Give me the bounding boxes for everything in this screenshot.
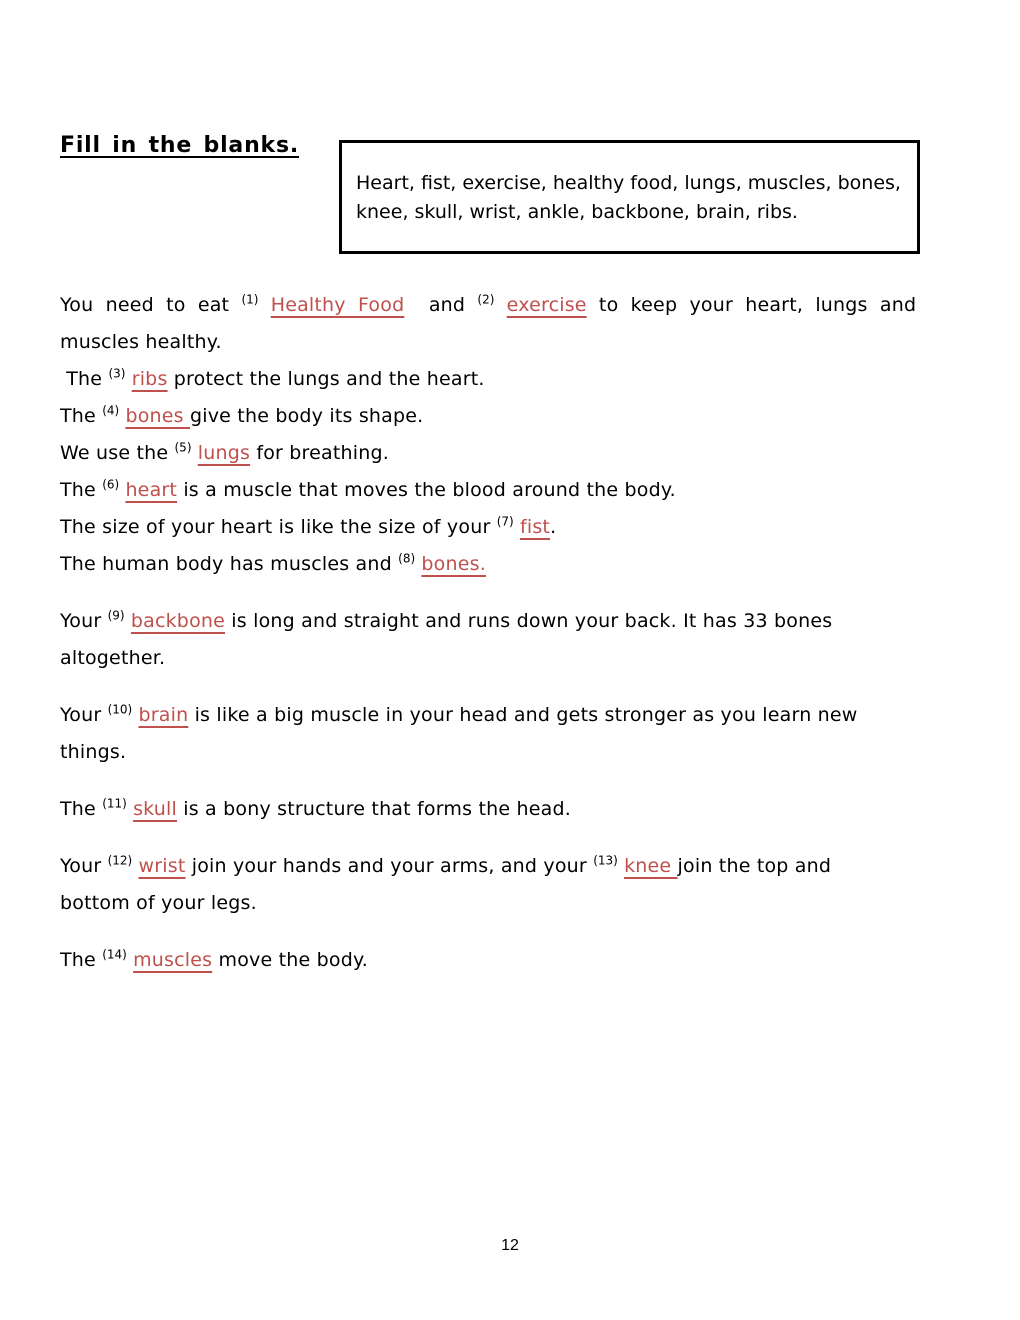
blank-number: (7) (496, 514, 514, 529)
blank-number: (13) (593, 853, 618, 868)
blank-number: (8) (398, 551, 416, 566)
answer-text: heart (125, 479, 178, 501)
answer-text: skull (133, 798, 177, 820)
sentence-text: is a bony structure that forms the head. (177, 798, 571, 820)
paragraph (60, 848, 960, 922)
sentence-text: The (60, 798, 103, 820)
blank-number: (3) (108, 366, 126, 381)
answer-text: wrist (138, 855, 186, 877)
sentence-text: altogether. (60, 647, 166, 669)
sentence-text (258, 294, 270, 316)
sentence-text: . (550, 516, 557, 538)
blank-number: (2) (477, 292, 495, 307)
sentence-text: for breathing. (250, 442, 389, 464)
sentence-text: join your hands and your arms, and your (185, 855, 594, 877)
sentence-text: The (60, 368, 109, 390)
sentence-text: Your (60, 855, 108, 877)
answer-text: ribs (131, 368, 168, 390)
page-number: 12 (501, 1237, 519, 1254)
sentence-text: things. (60, 741, 127, 763)
answer-text: bones. (421, 553, 486, 575)
sentence-text: protect the lungs and the heart. (167, 368, 485, 390)
answer-text: backbone (130, 610, 226, 632)
sentence-text: join the top and (677, 855, 832, 877)
answer-text: fist (519, 516, 551, 538)
paragraph (60, 546, 960, 583)
sentence-text: The (60, 405, 103, 427)
sentence-text: Your (60, 704, 108, 726)
paragraph (60, 361, 960, 398)
sentence-text: is like a big muscle in your head and gets stronger as you learn new (188, 704, 858, 726)
paragraph (60, 472, 960, 509)
blank-number: (10) (107, 702, 133, 717)
sentence-text: We use the (60, 442, 175, 464)
sentence-text: The human body has muscles and (60, 553, 399, 575)
sentence-text: You need to eat (60, 294, 242, 316)
blank-number: (1) (241, 292, 259, 307)
paragraph (60, 287, 960, 361)
sentence-text: to keep your heart, lungs and (586, 294, 917, 316)
answer-text: muscles (133, 949, 213, 971)
blank-number: (9) (107, 608, 125, 623)
answer-text: bones (125, 405, 190, 427)
sentence-text: The (60, 949, 103, 971)
sentence-text: muscles healthy. (60, 331, 222, 353)
paragraph (60, 942, 960, 979)
sentence-text (494, 294, 506, 316)
blank-number: (14) (102, 947, 127, 962)
sentence-text: is a muscle that moves the blood around the body. (177, 479, 676, 501)
sentence-text: bottom of your legs. (60, 892, 257, 914)
paragraph (60, 603, 960, 677)
answer-text: knee (624, 855, 678, 877)
answer-text: brain (138, 704, 189, 726)
page-title: Fill in the blanks. (60, 133, 300, 158)
paragraph (60, 435, 960, 472)
word-bank-line: Heart, fist, exercise, healthy food, lungs, muscles, bones, (356, 172, 901, 194)
answer-text: lungs (197, 442, 251, 464)
sentence-text: give the body its shape. (190, 405, 424, 427)
blank-number: (5) (174, 440, 192, 455)
blank-number: (12) (107, 853, 133, 868)
paragraph (60, 398, 960, 435)
sentence-text: The (60, 479, 103, 501)
header-row (0, 0, 1020, 254)
blank-number: (11) (102, 796, 127, 811)
sentence-text: The size of your heart is like the size of your (60, 516, 497, 538)
sentence-text: Your (60, 610, 108, 632)
body-text (0, 287, 1020, 979)
sentence-text: and (404, 294, 478, 316)
answer-text: Healthy Food (270, 294, 405, 316)
word-bank-box (339, 140, 920, 254)
paragraph (60, 509, 960, 546)
paragraph (60, 791, 960, 828)
sentence-text: is long and straight and runs down your back. It has 33 bones (225, 610, 833, 632)
answer-text: exercise (506, 294, 587, 316)
blank-number: (6) (102, 477, 120, 492)
word-bank-line: knee, skull, wrist, ankle, backbone, brain, ribs. (356, 201, 798, 223)
paragraph (60, 697, 960, 771)
sentence-text: move the body. (212, 949, 368, 971)
blank-number: (4) (102, 403, 120, 418)
